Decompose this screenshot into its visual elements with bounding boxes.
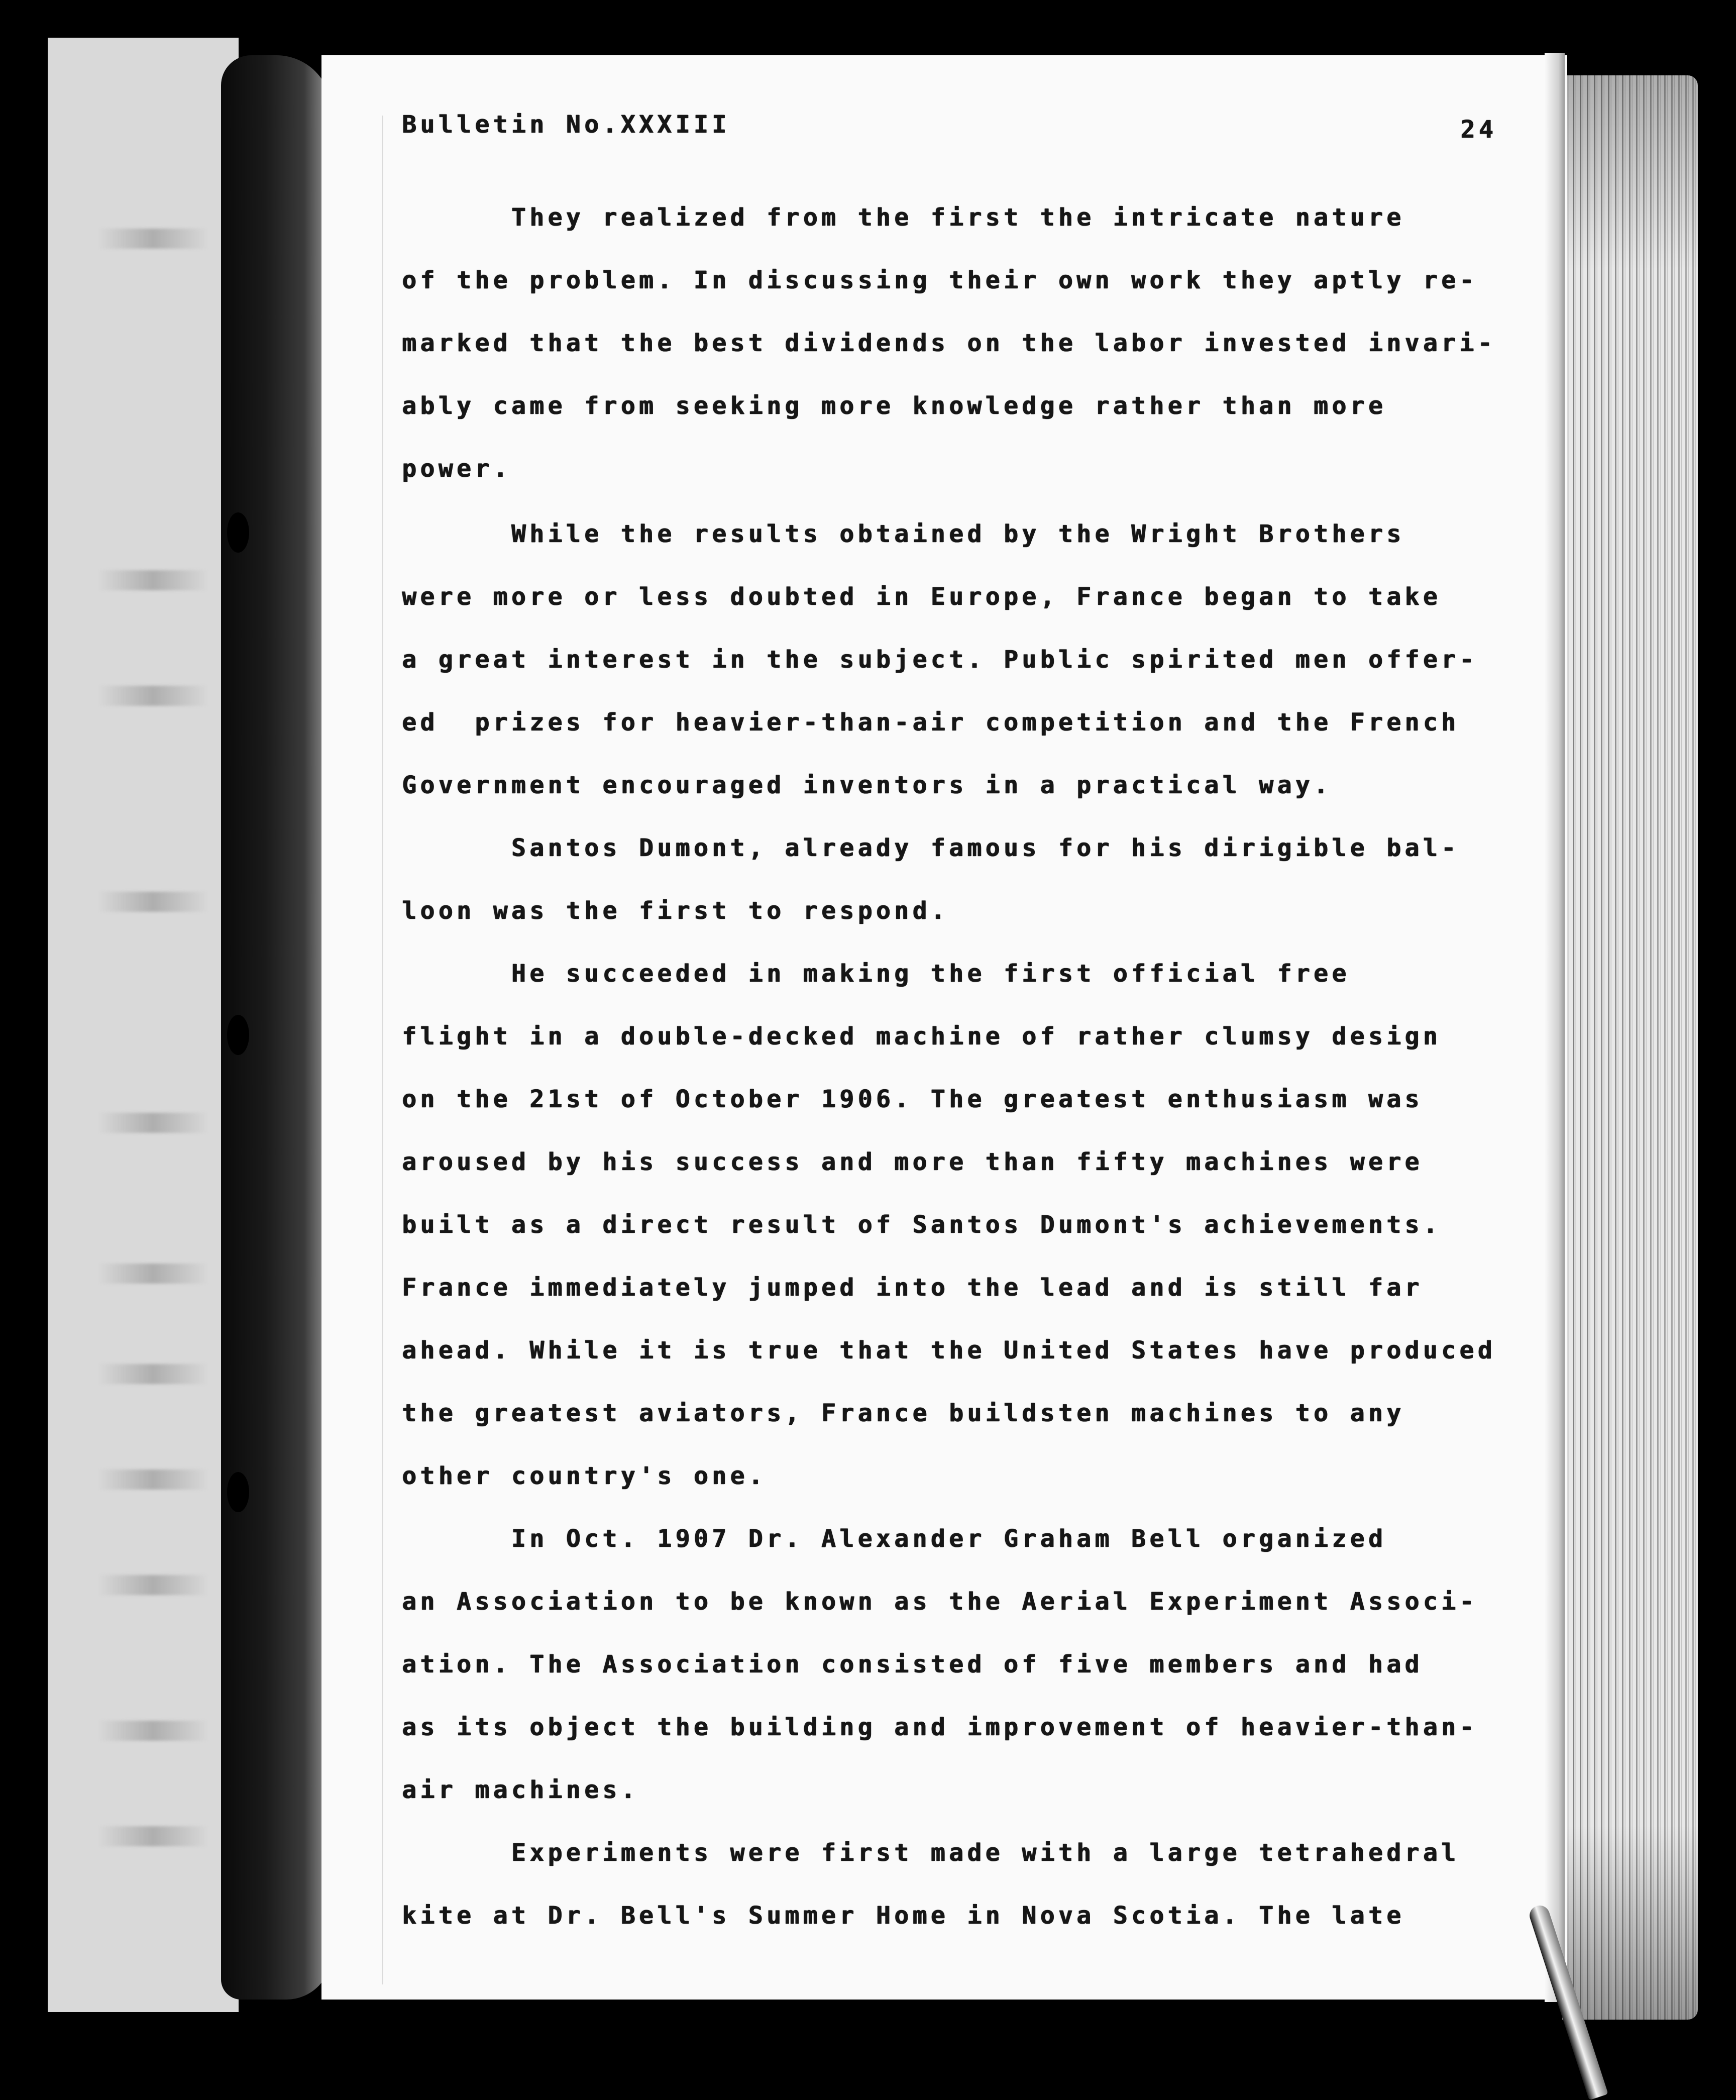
text-line: ahead. While it is true that the United States have produced <box>402 1336 1496 1364</box>
text-line: While the results obtained by the Wright Brothers <box>402 520 1405 548</box>
facing-page-bleed <box>98 570 208 590</box>
facing-page-bleed <box>98 1826 208 1846</box>
page-stack-shadow <box>1562 75 1698 2020</box>
text-line: flight in a double-decked machine of rather clumsy design <box>402 1022 1442 1051</box>
text-line: ed prizes for heavier-than-air competition and the French <box>402 708 1460 737</box>
facing-page-bleed <box>98 1113 208 1133</box>
binding-hole-icon <box>227 1015 249 1055</box>
text-line: the greatest aviators, France buildsten machines to any <box>402 1399 1405 1427</box>
text-line: He succeeded in making the first official free <box>402 960 1350 988</box>
text-line: on the 21st of October 1906. The greatest enthusiasm was <box>402 1085 1423 1113</box>
facing-page-bleed <box>98 1264 208 1284</box>
text-line: of the problem. In discussing their own work they aptly re- <box>402 266 1478 294</box>
text-line: an Association to be known as the Aerial Experiment Associ- <box>402 1588 1478 1616</box>
text-line: In Oct. 1907 Dr. Alexander Graham Bell organized <box>402 1525 1387 1553</box>
text-line: loon was the first to respond. <box>402 897 949 925</box>
text-line: Government encouraged inventors in a practical way. <box>402 771 1332 799</box>
text-line: aroused by his success and more than fifty machines were <box>402 1148 1423 1176</box>
text-line: ably came from seeking more knowledge rather than more <box>402 392 1387 420</box>
facing-page-bleed <box>98 1469 208 1490</box>
binding-hole-icon <box>227 512 249 553</box>
facing-page-bleed <box>98 229 208 249</box>
text-line: France immediately jumped into the lead and is still far <box>402 1274 1423 1302</box>
page-number: 24 <box>1460 116 1497 144</box>
text-line: They realized from the first the intricate nature <box>402 203 1405 232</box>
text-line: as its object the building and improvement of heavier-than- <box>402 1713 1478 1741</box>
text-line: kite at Dr. Bell's Summer Home in Nova Scotia. The late <box>402 1902 1405 1930</box>
text-line: built as a direct result of Santos Dumont's achievements. <box>402 1211 1442 1239</box>
text-line: Experiments were first made with a large tetrahedral <box>402 1839 1460 1867</box>
text-line: ation. The Association consisted of five members and had <box>402 1650 1423 1678</box>
facing-page-bleed <box>98 1575 208 1595</box>
facing-page-bleed <box>98 1364 208 1384</box>
text-line: were more or less doubted in Europe, France began to take <box>402 583 1442 611</box>
text-line: other country's one. <box>402 1462 767 1490</box>
facing-page-bleed <box>98 686 208 706</box>
bulletin-title: Bulletin No.XXXIII <box>402 111 730 139</box>
text-line: Santos Dumont, already famous for his dirigible bal- <box>402 834 1460 862</box>
facing-page-bleed <box>98 1721 208 1741</box>
facing-page <box>48 38 239 2012</box>
text-line: air machines. <box>402 1776 639 1804</box>
text-line: a great interest in the subject. Public spirited men offer- <box>402 646 1478 674</box>
margin-rule <box>382 116 383 1984</box>
text-line: power. <box>402 455 511 483</box>
facing-page-bleed <box>98 892 208 912</box>
binding-hole-icon <box>227 1472 249 1512</box>
text-line: marked that the best dividends on the labor invested invari- <box>402 329 1496 357</box>
page-header <box>402 111 1497 144</box>
page-edge <box>1545 53 1565 2002</box>
